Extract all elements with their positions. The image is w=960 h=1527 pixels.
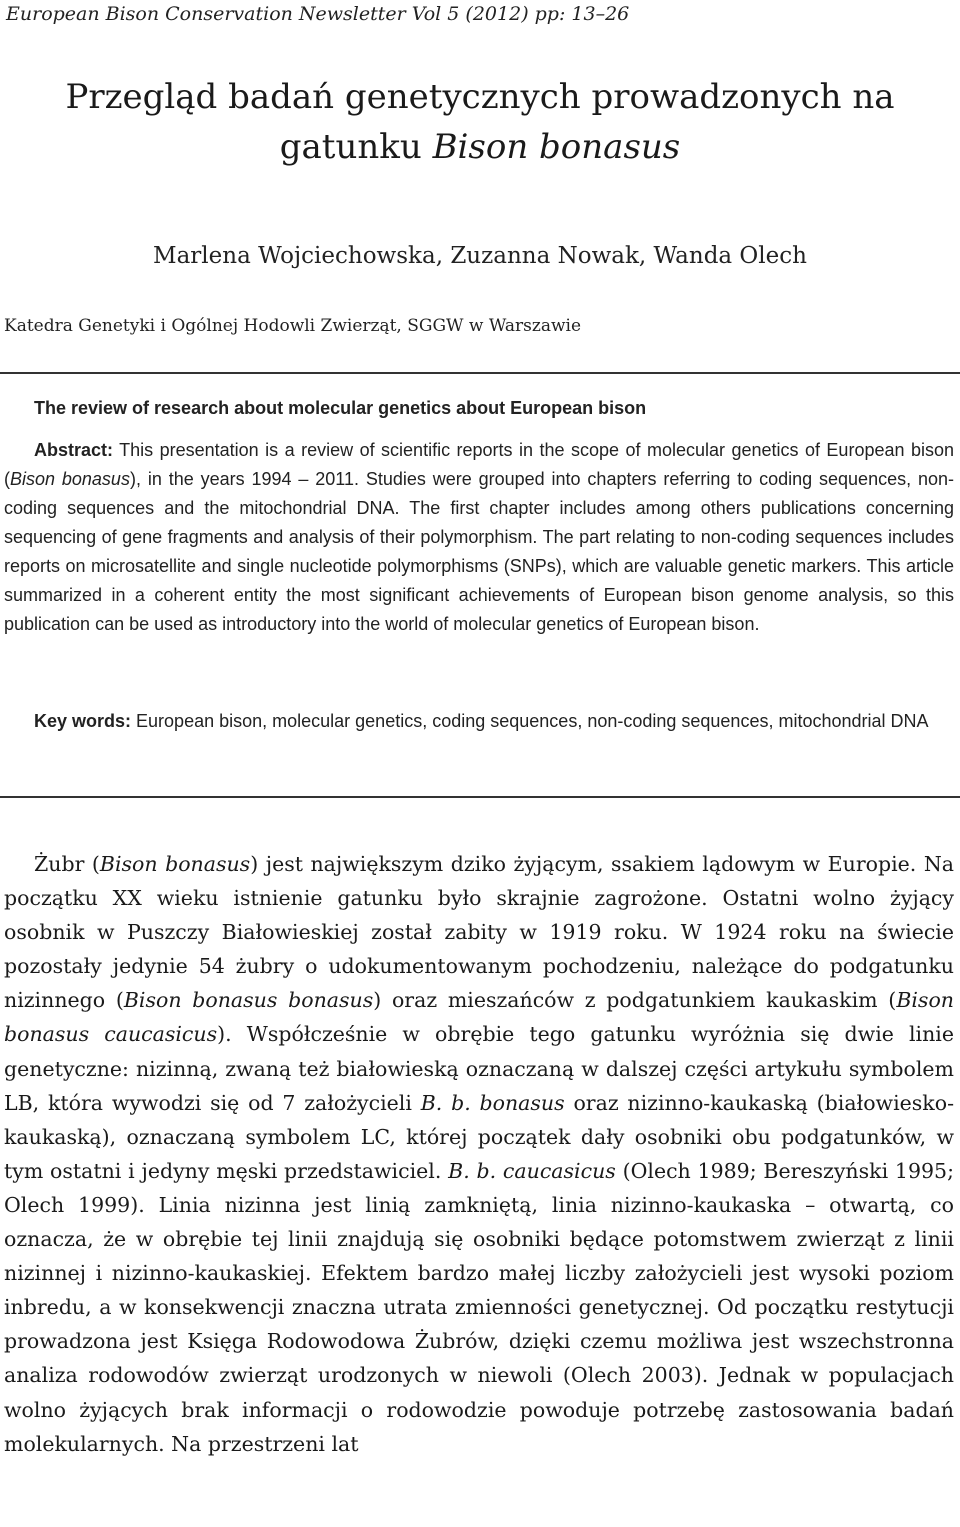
abstract-species: Bison bonasus: [10, 469, 130, 489]
title-prefix: gatunku: [279, 127, 433, 167]
body-text-4: ). Współcześnie w obrębie tego gatunku wyróżnia się dwie linie genetyczne: nizinną, zwaną też białowieską oznaczaną w dalszej części artykułu symbolem LB, która wywodzi się od 7 założycieli: [4, 1022, 954, 1115]
author-list: Marlena Wojciechowska, Zuzanna Nowak, Wanda Olech: [153, 243, 807, 269]
title-line-1: Przegląd badań genetycznych prowadzonych na: [65, 77, 895, 117]
body-species-5: B. b. caucasicus: [448, 1158, 616, 1183]
affiliation: Katedra Genetyki i Ogólnej Hodowli Zwierząt, SGGW w Warszawie: [4, 316, 582, 336]
body-text-6: (Olech 1989; Bereszyński 1995; Olech 1999). Linia nizinna jest linią zamkniętą, linia nizinno-kaukaska – otwartą, co oznacza, że w obrębie tej linii znajdują się osobniki będące potomstwem zwierząt z linii nizinnej i nizinno-kaukaskiej. Efektem bardzo małej liczby założycieli jest wysoki poziom inbredu, a w konsekwencji znaczna utrata zmienności genetycznej. Od początku restytucji prowadzona jest Księga Rodowodowa Żubrów, dzięki czemu możliwa jest wszechstronna analiza rodowodów zwierząt urodzonych w niewoli (Olech 2003). Jednak w populacjach wolno żyjących brak informacji o rodowodzie powoduje potrzebę zastosowania badań molekularnych. Na przestrzeni lat: [4, 1158, 954, 1456]
keywords-text: European bison, molecular genetics, coding sequences, non-coding sequences, mitochondrial DNA: [131, 711, 929, 731]
body-paragraph: [4, 847, 954, 1461]
body-species-1: Bison bonasus: [99, 852, 251, 876]
abstract-text-1: This presentation is a review of scientific reports in the scope of molecular genetics of European bison (: [4, 440, 954, 489]
english-title: The review of research about molecular genetics about European bison: [34, 398, 647, 418]
abstract-text-2: ), in the years 1994 – 2011. Studies were grouped into chapters referring to coding sequences, non-coding sequences and the mitochondrial DNA. The first chapter includes among others publications concerning sequencing of gene fragments and analysis of their polymorphism. The part relating to non-coding sequences includes reports on microsatellite and single nucleotide polymorphisms (SNPs), which are valuable genetic markers. This article summarized in a coherent entity the most significant achievements of European bison genome analysis, so this publication can be used as introductory into the world of molecular genetics of European bison.: [4, 469, 954, 634]
body-text-1: Żubr (: [34, 852, 100, 876]
title-species: Bison bonasus: [432, 127, 681, 167]
running-header: European Bison Conservation Newsletter Vol 5 (2012) pp: 13–26: [6, 3, 630, 25]
keywords: [4, 707, 954, 736]
paper-title: [0, 72, 960, 172]
body-species-4: B. b. bonasus: [420, 1090, 565, 1115]
title-line-2: [0, 122, 960, 172]
body-text-3: ) oraz mieszańców z podgatunkiem kaukaskim (: [373, 988, 897, 1013]
body-text-5: oraz nizinno-kaukaską (białowiesko-kaukaską), oznaczaną symbolem LC, której początek dały osobniki obu podgatunków, w tym ostatni i jedyny męski przedstawiciel.: [4, 1090, 954, 1183]
body-text-2: ) jest największym dziko żyjącym, ssakiem lądowym w Europie. Na początku XX wieku istnienie gatunku było skrajnie zagrożone. Ostatni wolno żyjący osobnik w Puszczy Białowieskiej został zabity w 1919 roku. W 1924 roku na świecie pozostały jedynie 54 żubry o udokumentowanym pochodzeniu, należące do podgatunku nizinnego (: [4, 852, 954, 1013]
abstract-label: Abstract:: [34, 440, 114, 460]
section-divider-top: [0, 372, 960, 374]
section-divider-bottom: [0, 796, 960, 798]
keywords-label: Key words:: [34, 711, 132, 731]
abstract: [4, 436, 954, 639]
body-species-2: Bison bonasus bonasus: [123, 988, 374, 1013]
body-species-3: Bison bonasus caucasicus: [4, 988, 954, 1047]
